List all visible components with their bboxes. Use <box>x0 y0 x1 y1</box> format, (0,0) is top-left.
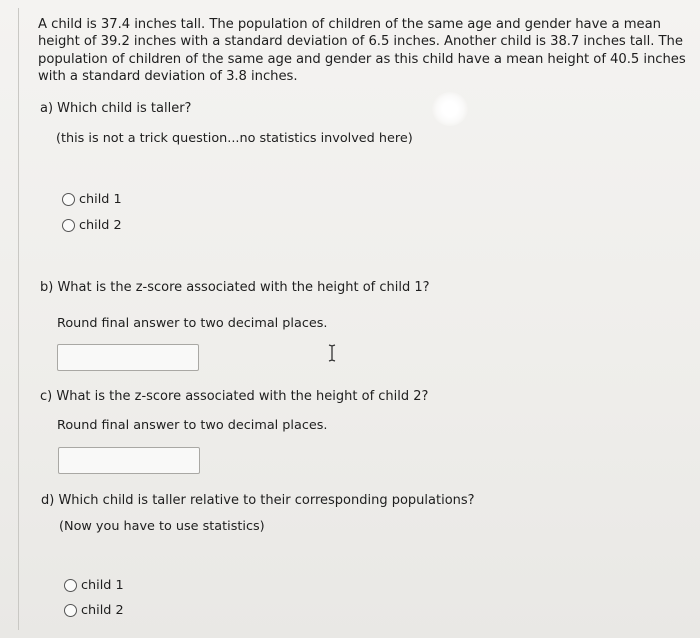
option-a-child-1-label: child 1 <box>79 192 122 207</box>
question-c-label: c) What is the z-score associated with the height of child 2? <box>40 389 429 404</box>
text-cursor-icon <box>327 344 337 362</box>
z-score-child-2-input[interactable] <box>58 447 200 474</box>
screen-glare <box>432 92 468 126</box>
left-border <box>18 8 19 630</box>
option-a-child-2-label: child 2 <box>79 218 122 233</box>
radio-unselected-icon[interactable] <box>62 193 75 206</box>
z-score-child-1-input[interactable] <box>57 344 199 371</box>
question-d-label: d) Which child is taller relative to their corresponding populations? <box>41 493 475 508</box>
question-c-note: Round final answer to two decimal places. <box>57 418 328 433</box>
option-d-child-1-label: child 1 <box>81 578 124 593</box>
radio-unselected-icon[interactable] <box>64 604 77 617</box>
question-a-note: (this is not a trick question...no statistics involved here) <box>56 131 413 146</box>
option-d-child-2[interactable] <box>64 603 124 618</box>
option-d-child-1[interactable] <box>64 578 124 593</box>
question-b-note: Round final answer to two decimal places. <box>57 316 328 331</box>
question-a-label: a) Which child is taller? <box>40 101 192 116</box>
option-d-child-2-label: child 2 <box>81 603 124 618</box>
option-a-child-2[interactable] <box>62 218 122 233</box>
radio-unselected-icon[interactable] <box>62 219 75 232</box>
problem-statement: A child is 37.4 inches tall. The population of children of the same age and gender have a mean height of 39.2 inches with a standard deviation of 6.5 inches. Another child is 38.7 inches tall. The population of children of the same age and gender as this child have a mean height of 40.5 inches with a standard deviation of 3.8 inches. <box>38 17 686 85</box>
question-b-label: b) What is the z-score associated with the height of child 1? <box>40 280 430 295</box>
question-d-note: (Now you have to use statistics) <box>59 519 265 534</box>
radio-unselected-icon[interactable] <box>64 579 77 592</box>
option-a-child-1[interactable] <box>62 192 122 207</box>
